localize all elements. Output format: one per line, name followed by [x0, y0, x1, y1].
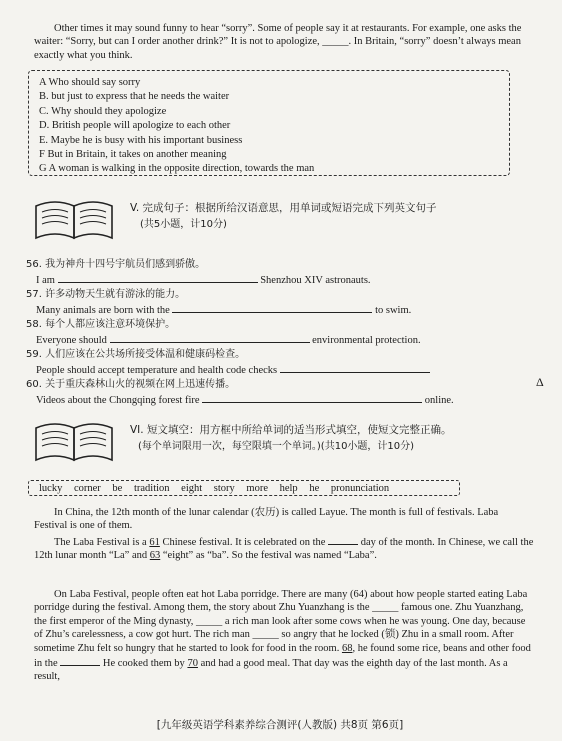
passage-paragraph-1: In China, the 12th month of the lunar calendar (农历) is called Layue. The month is full of festivals. Laba Festival is one of them. [34, 507, 499, 532]
open-book-icon [30, 196, 120, 244]
option-e: E. Maybe he is busy with his important business [39, 134, 243, 146]
q57-english: Many animals are born with the to swim. [36, 302, 411, 317]
section-6-header [30, 418, 542, 466]
word-bank-item: corner [73, 483, 101, 494]
q59-chinese: 59. 人们应该在公共场所接受体温和健康码检查。 [26, 349, 246, 360]
word-bank-item: pronunciation [330, 483, 390, 494]
q60-english: Videos about the Chongqing forest fire online. [36, 392, 454, 407]
q60-chinese: 60. 关于重庆森林山火的视频在网上迅速传播。 [26, 379, 236, 390]
page-footer: [九年级英语学科素养综合测评(人教版) 共8页 第6页] [156, 719, 404, 731]
option-c: C. Why should they apologize [39, 105, 167, 117]
q57-chinese: 57. 许多动物天生就有游泳的能力。 [26, 289, 186, 300]
triangle-mark: Δ [536, 375, 544, 389]
q59-english: People should accept temperature and health code checks [36, 362, 430, 377]
option-b: B. but just to express that he needs the waiter [39, 91, 230, 103]
q58-chinese: 58. 每个人都应该注意环境保护。 [26, 319, 176, 330]
blank-70: 70 [187, 658, 198, 670]
word-bank-item: be [112, 483, 123, 494]
option-g: G A woman is walking in the opposite direction, towards the man [39, 163, 315, 175]
section-6-subtitle: (每个单词限用一次，每空限填一个单词。)(共10小题，计10分) [138, 441, 415, 452]
blank-68: 68 [341, 642, 353, 654]
q58-english: Everyone should environmental protection. [36, 332, 421, 347]
open-book-icon [30, 418, 120, 466]
word-bank-box [28, 480, 460, 496]
word-bank-item: he [309, 483, 320, 494]
option-f: F But in Britain, it takes on another meaning [39, 148, 227, 160]
word-bank-item: help [279, 483, 298, 494]
option-a: A Who should say sorry [39, 77, 141, 88]
word-bank-item: story [213, 483, 235, 494]
q56-english: I am Shenzhou XIV astronauts. [36, 272, 371, 287]
word-bank-item: lucky [39, 483, 63, 494]
word-bank-item: tradition [133, 483, 170, 494]
blank-63: 63 [149, 550, 161, 562]
passage-paragraph-2: The Laba Festival is a 61 Chinese festival. It is celebrated on the day of the month. In Chinese, we call the 12th lunar month “La” and 63 “eight” as “ba”. So the festival was named “Laba”. [34, 534, 534, 563]
section-5-title: V. 完成句子：根据所给汉语意思，用单词或短语完成下列英文句子 [130, 202, 437, 214]
options-box [28, 70, 510, 176]
section-6-title: VI. 短文填空：用方框中所给单词的适当形式填空，使短文完整正确。 [130, 424, 452, 436]
intro-paragraph: Other times it may sound funny to hear “sorry”. Some of people say it at restaurants. For example, one asks the waiter: “Sorry, but can I order another drink?” It is not to apologize, _____. In Britain, “sorry” doesn’t always mean exactly what you think. [34, 23, 522, 61]
blank-61: 61 [149, 537, 160, 548]
word-bank-item: eight [181, 483, 203, 494]
word-bank-item: more [246, 483, 268, 494]
section-5-subtitle: (共5小题，计10分) [140, 219, 227, 230]
passage-paragraph-3: On Laba Festival, people often eat hot Laba porridge. There are many (64) about how people started eating Laba porridge during the festival. Among them, the story about Zhu Yuanzhang is the _____ famous one. Zhu Yuanzhang, the first emperor of the Ming dynasty, _____ a rich man look after some cows when he was young. One day, because of Zhu’s carelessness, a cow got hurt. The rich man _____ so angry that he locked (锁) Zhu in a small room. After sometime Zhu felt so hungry that he started to look for food in the room. 68, he found some rice, beans and other food in the He cooked them by 70 and had a good meal. That day was the eighth day of the last month. As a result, [34, 589, 531, 683]
option-d: D. British people will apologize to each other [39, 120, 231, 132]
section-5-header [30, 196, 542, 244]
q56-chinese: 56. 我为神舟十四号宇航员们感到骄傲。 [26, 259, 206, 270]
